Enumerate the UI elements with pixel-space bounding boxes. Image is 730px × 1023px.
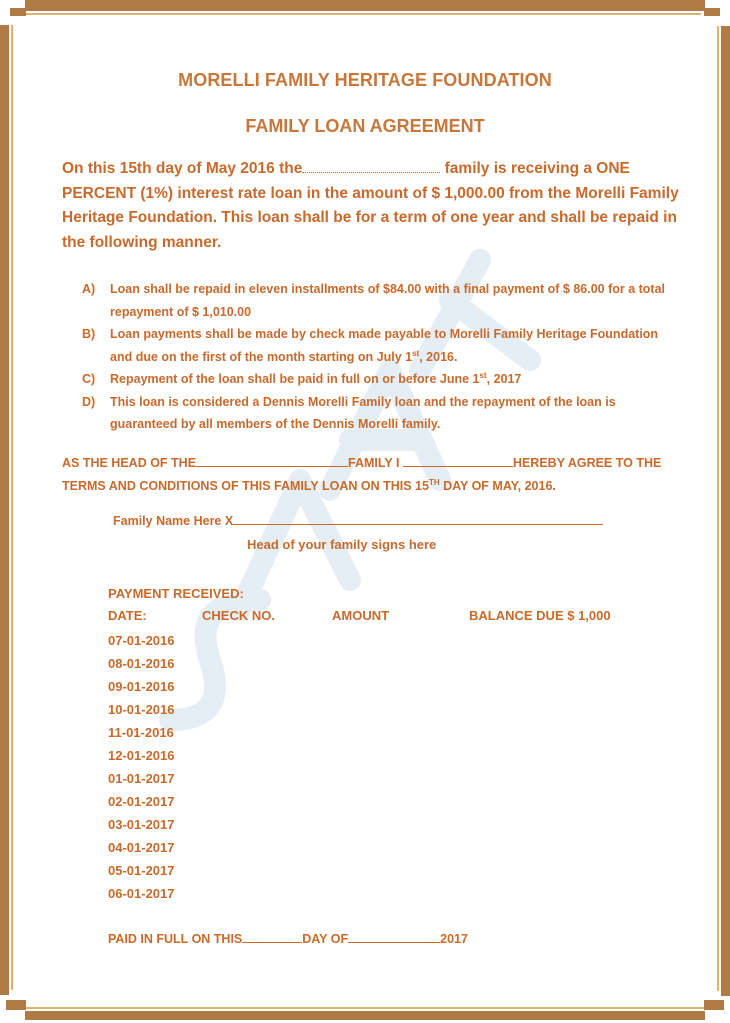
term-letter: C) [82, 372, 96, 386]
term-item [82, 368, 682, 391]
payment-row: 09-01-2016 [108, 679, 175, 694]
frame-left [0, 25, 9, 995]
column-balance-due: BALANCE DUE $ 1,000 [469, 608, 611, 623]
signature-block [113, 512, 603, 528]
paid-text-2: DAY OF [302, 932, 349, 946]
term-item [82, 323, 682, 368]
intro-paragraph [62, 157, 682, 255]
term-text-before: Loan payments shall be made by check made payable to Morelli Family Heritage Foundation and due on the first of the month starting on July 1 [110, 327, 659, 364]
payment-row: 07-01-2016 [108, 633, 175, 648]
term-letter: D) [82, 394, 96, 409]
ordinal-suffix: st [412, 348, 420, 358]
frame-corner-bl [6, 1000, 26, 1010]
term-letter: B) [82, 327, 96, 341]
term-text-after: , 2017 [486, 372, 522, 386]
payment-row: 02-01-2017 [108, 794, 175, 809]
payment-row: 10-01-2016 [108, 702, 175, 717]
signer-name-blank[interactable] [403, 454, 513, 467]
term-letter: A) [82, 282, 96, 296]
frame-corner-tl [10, 8, 26, 16]
paid-in-full-line [108, 930, 468, 946]
payment-row: 06-01-2017 [108, 886, 175, 901]
agreement-text-1: AS THE HEAD OF THE [62, 456, 197, 470]
frame-left-inner [11, 25, 13, 990]
term-item [82, 391, 682, 436]
organization-name: MORELLI FAMILY HERITAGE FOUNDATION [178, 70, 552, 90]
term-item [82, 278, 682, 323]
signature-caption: Head of your family signs here [247, 537, 437, 552]
signature-label: Family Name Here X [113, 514, 234, 528]
payment-table [108, 583, 668, 905]
agreement-text-5: DAY OF MAY, 2016. [439, 479, 556, 493]
terms-list [82, 278, 682, 436]
payment-row: 08-01-2016 [108, 656, 175, 671]
agreement-text-4: TERMS AND CONDITIONS OF THIS FAMILY LOAN ON THIS 15 [62, 479, 429, 493]
payment-row: 01-01-2017 [108, 771, 175, 786]
paid-text-3: 2017 [440, 932, 468, 946]
head-family-blank[interactable] [196, 454, 348, 467]
family-name-blank[interactable] [302, 158, 440, 173]
frame-top [25, 0, 705, 11]
signature-line[interactable] [233, 512, 603, 525]
frame-top-inner [25, 13, 701, 15]
payment-row: 11-01-2016 [108, 725, 174, 740]
term-text-after: , 2016. [419, 349, 458, 364]
column-amount: AMOUNT [332, 608, 390, 623]
term-text [110, 368, 682, 391]
document-title: FAMILY LOAN AGREEMENT [245, 116, 485, 136]
paid-day-blank[interactable] [242, 930, 302, 943]
agreement-text-2: FAMILY I [348, 456, 403, 470]
intro-text-start: On this 15th day of May 2016 the [62, 160, 303, 177]
paid-text-1: PAID IN FULL ON THIS [108, 932, 243, 946]
column-date: DATE: [108, 608, 147, 623]
payment-dates [108, 629, 668, 905]
payment-row: 12-01-2016 [108, 748, 175, 763]
frame-right-inner [717, 26, 719, 991]
term-text [110, 323, 682, 368]
term-text: This loan is considered a Dennis Morelli Family loan and the repayment of the loan is guaranteed by all members of the Dennis Morelli family. [110, 394, 616, 431]
payment-row: 05-01-2017 [108, 863, 175, 878]
frame-corner-br [704, 1000, 724, 1010]
payment-title: PAYMENT RECEIVED: [108, 586, 244, 601]
agreement-text-3: HEREBY AGREE TO THE [512, 456, 662, 470]
ordinal-suffix: TH [428, 477, 440, 487]
term-text-before: Repayment of the loan shall be paid in full on or before June 1 [110, 372, 480, 386]
ordinal-suffix: st [479, 370, 487, 380]
column-check-no: CHECK NO. [202, 608, 275, 623]
paid-month-blank[interactable] [348, 930, 440, 943]
intro-text-end: family is receiving a ONE PERCENT (1%) interest rate loan in the amount of $ 1,000.00 from the Morelli Family Heritage Foundation. This loan shall be for a term of one year and shall be repaid in the following manner. [62, 160, 679, 251]
frame-bottom [25, 1011, 705, 1020]
frame-right [721, 26, 730, 996]
payment-row: 03-01-2017 [108, 817, 175, 832]
payment-header-row [108, 605, 668, 627]
payment-row: 04-01-2017 [108, 840, 175, 855]
agreement-statement [62, 452, 702, 498]
frame-corner-tr [704, 8, 720, 16]
frame-bottom-inner [25, 1007, 705, 1009]
term-text: Loan shall be repaid in eleven installments of $84.00 with a final payment of $ 86.00 for a total repayment of $ 1,010.00 [110, 282, 666, 319]
